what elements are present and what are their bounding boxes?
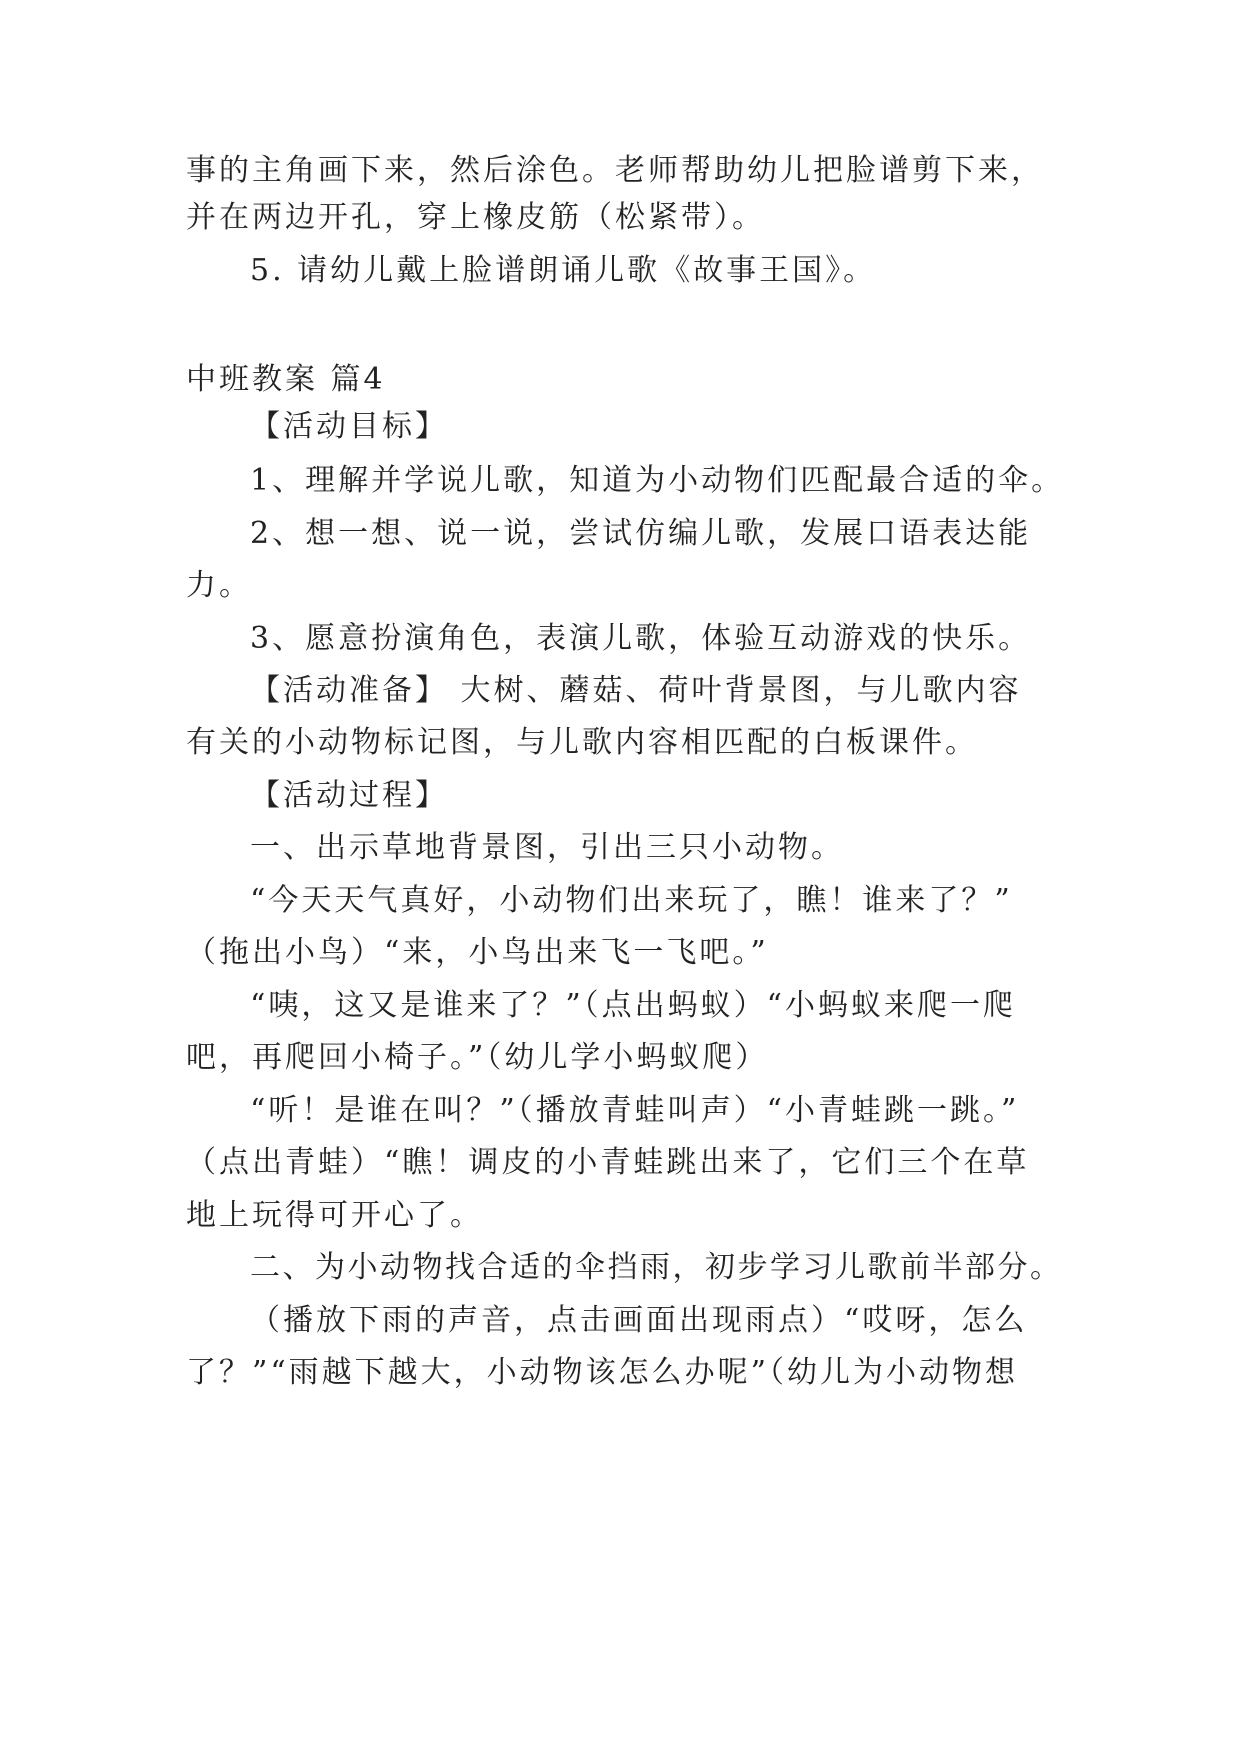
text-line: “听！是谁在叫？”（播放青蛙叫声）“小青蛙跳一跳。” — [250, 1093, 1020, 1128]
section-heading: 【活动准备】 大树、蘑菇、荷叶背景图，与儿歌内容 — [250, 673, 1022, 708]
text-line: 一、出示草地背景图，引出三只小动物。 — [250, 830, 844, 865]
section-heading: 【活动目标】 — [250, 409, 448, 444]
section-heading: 【活动过程】 — [250, 778, 448, 813]
text-line: 5. 请幼儿戴上脸谱朗诵儿歌《故事王国》。 — [250, 253, 877, 288]
text-line: 有关的小动物标记图，与儿歌内容相匹配的白板课件。 — [186, 725, 978, 760]
text-line: 并在两边开孔，穿上橡皮筋（松紧带）。 — [186, 200, 765, 235]
text-line: 力。 — [186, 568, 252, 603]
text-line: 事的主角画下来，然后涂色。老师帮助幼儿把脸谱剪下来， — [186, 153, 1044, 188]
text-line: （播放下雨的声音，点击画面出现雨点）“哎呀，怎么 — [250, 1303, 1028, 1338]
text-line: “今天天气真好，小动物们出来玩了，瞧！谁来了？” — [250, 883, 1013, 918]
text-line: 3、愿意扮演角色，表演儿歌，体验互动游戏的快乐。 — [250, 621, 1032, 656]
text-line: 吧，再爬回小椅子。”（幼儿学小蚂蚁爬） — [186, 1040, 769, 1075]
text-line: 地上玩得可开心了。 — [186, 1198, 483, 1233]
section-title: 中班教案 篇4 — [186, 362, 386, 397]
text-line: 2、想一想、说一说，尝试仿编儿歌，发展口语表达能 — [250, 516, 1032, 551]
text-line: 1、理解并学说儿歌，知道为小动物们匹配最合适的伞。 — [250, 463, 1065, 498]
text-line: （拖出小鸟）“来，小鸟出来飞一飞吧。” — [186, 935, 769, 970]
text-line: （点出青蛙）“瞧！调皮的小青蛙跳出来了，它们三个在草 — [186, 1145, 1030, 1180]
text-line: 二、为小动物找合适的伞挡雨，初步学习儿歌前半部分。 — [250, 1250, 1063, 1285]
text-line: 了？”“雨越下越大，小动物该怎么办呢”（幼儿为小动物想 — [186, 1355, 1019, 1390]
text-line: “咦，这又是谁来了？”（点出蚂蚁）“小蚂蚁来爬一爬 — [250, 988, 1017, 1023]
